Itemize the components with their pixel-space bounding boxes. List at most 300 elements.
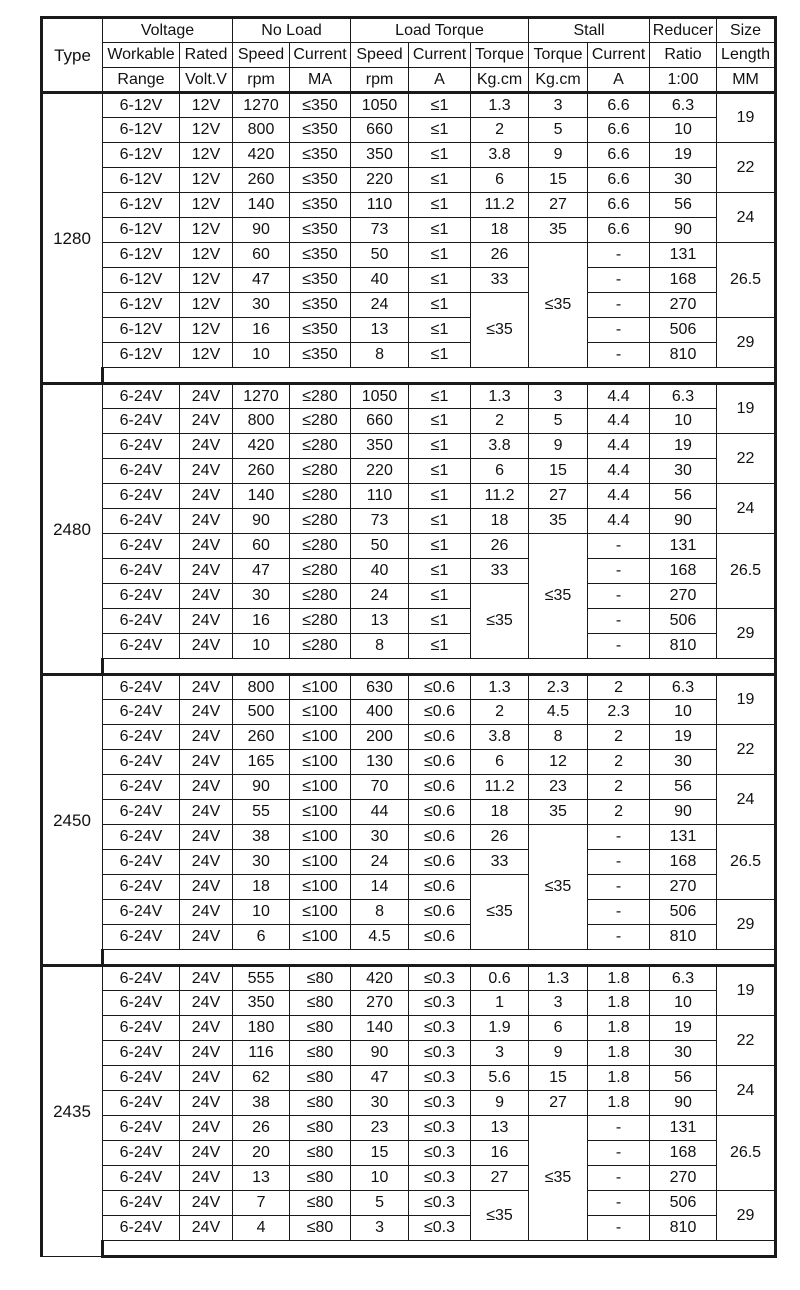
header-rpm: rpm (233, 68, 290, 93)
no-load-speed-cell: 420 (233, 143, 290, 168)
reducer-ratio-cell: 19 (650, 1016, 717, 1041)
rated-volt-cell: 12V (180, 318, 233, 343)
workable-range-cell: 6-24V (103, 384, 180, 409)
length-cell: 19 (717, 384, 776, 434)
load-torque-cell: 2 (471, 700, 529, 725)
table-row (42, 293, 776, 318)
header-ma: MA (290, 68, 351, 93)
load-current-cell: ≤1 (409, 384, 471, 409)
stall-torque-cell: 5 (529, 118, 588, 143)
table-row (42, 1116, 776, 1141)
table-row (42, 1141, 776, 1166)
load-torque-cell: 1.3 (471, 384, 529, 409)
rated-volt-cell: 24V (180, 634, 233, 659)
load-speed-cell: 13 (351, 318, 409, 343)
workable-range-cell: 6-24V (103, 1016, 180, 1041)
length-cell: 24 (717, 484, 776, 534)
load-current-cell: ≤1 (409, 343, 471, 368)
no-load-current-cell: ≤350 (290, 293, 351, 318)
table-row (42, 459, 776, 484)
header-load-torque: Load Torque (351, 18, 529, 43)
no-load-speed-cell: 60 (233, 534, 290, 559)
workable-range-cell: 6-24V (103, 700, 180, 725)
load-current-cell: ≤0.6 (409, 800, 471, 825)
rated-volt-cell: 24V (180, 1091, 233, 1116)
stall-current-cell: - (588, 559, 650, 584)
stall-current-cell: 4.4 (588, 509, 650, 534)
reducer-ratio-cell: 810 (650, 925, 717, 950)
load-current-cell: ≤1 (409, 409, 471, 434)
no-load-current-cell: ≤80 (290, 1041, 351, 1066)
load-torque-cell: 18 (471, 800, 529, 825)
rated-volt-cell: 24V (180, 900, 233, 925)
reducer-ratio-cell: 56 (650, 193, 717, 218)
load-torque-cell: 33 (471, 850, 529, 875)
reducer-ratio-cell: 810 (650, 1216, 717, 1241)
load-current-cell: ≤1 (409, 584, 471, 609)
workable-range-cell: 6-24V (103, 1166, 180, 1191)
no-load-speed-cell: 90 (233, 775, 290, 800)
table-row (42, 875, 776, 900)
motor-spec-table (40, 16, 777, 1258)
table-row (42, 925, 776, 950)
rated-volt-cell: 24V (180, 1066, 233, 1091)
reducer-ratio-cell: 506 (650, 900, 717, 925)
no-load-current-cell: ≤350 (290, 343, 351, 368)
no-load-current-cell: ≤100 (290, 700, 351, 725)
header-range: Range (103, 68, 180, 93)
stall-current-cell: - (588, 900, 650, 925)
no-load-speed-cell: 62 (233, 1066, 290, 1091)
load-current-cell: ≤1 (409, 609, 471, 634)
table-row (42, 609, 776, 634)
stall-torque-cell: 27 (529, 193, 588, 218)
no-load-speed-cell: 55 (233, 800, 290, 825)
table-row (42, 1066, 776, 1091)
workable-range-cell: 6-24V (103, 459, 180, 484)
load-torque-cell: 26 (471, 243, 529, 268)
load-speed-cell: 110 (351, 484, 409, 509)
workable-range-cell: 6-24V (103, 925, 180, 950)
load-current-cell: ≤0.6 (409, 700, 471, 725)
rated-volt-cell: 24V (180, 409, 233, 434)
workable-range-cell: 6-24V (103, 966, 180, 991)
header-stall-amp: A (588, 68, 650, 93)
table-row (42, 1091, 776, 1116)
reducer-ratio-cell: 270 (650, 875, 717, 900)
stall-current-cell: - (588, 825, 650, 850)
load-speed-cell: 5 (351, 1191, 409, 1216)
no-load-current-cell: ≤280 (290, 534, 351, 559)
workable-range-cell: 6-24V (103, 775, 180, 800)
workable-range-cell: 6-12V (103, 318, 180, 343)
no-load-current-cell: ≤80 (290, 1016, 351, 1041)
load-speed-cell: 90 (351, 1041, 409, 1066)
workable-range-cell: 6-24V (103, 509, 180, 534)
workable-range-cell: 6-24V (103, 1091, 180, 1116)
no-load-current-cell: ≤280 (290, 559, 351, 584)
table-row (42, 243, 776, 268)
type-cell: 2435 (42, 966, 103, 1257)
stall-torque-cell: 4.5 (529, 700, 588, 725)
table-row (42, 509, 776, 534)
table-row (42, 93, 776, 118)
reducer-ratio-cell: 810 (650, 634, 717, 659)
no-load-current-cell: ≤350 (290, 93, 351, 118)
workable-range-cell: 6-24V (103, 534, 180, 559)
rated-volt-cell: 24V (180, 1141, 233, 1166)
table-row (42, 1016, 776, 1041)
table-row (42, 825, 776, 850)
no-load-speed-cell: 10 (233, 343, 290, 368)
load-speed-cell: 73 (351, 218, 409, 243)
no-load-current-cell: ≤80 (290, 1066, 351, 1091)
rated-volt-cell: 24V (180, 725, 233, 750)
table-row (42, 1166, 776, 1191)
load-current-cell: ≤1 (409, 434, 471, 459)
length-cell: 19 (717, 675, 776, 725)
stall-current-cell: - (588, 268, 650, 293)
no-load-current-cell: ≤100 (290, 875, 351, 900)
header-reducer: Reducer (650, 18, 717, 43)
load-current-cell: ≤0.3 (409, 991, 471, 1016)
table-row (42, 384, 776, 409)
no-load-current-cell: ≤280 (290, 459, 351, 484)
rated-volt-cell: 12V (180, 218, 233, 243)
load-current-cell: ≤0.3 (409, 1191, 471, 1216)
header-stall-torque: Torque (529, 43, 588, 68)
table-row (42, 318, 776, 343)
load-speed-cell: 50 (351, 243, 409, 268)
reducer-ratio-cell: 56 (650, 1066, 717, 1091)
load-current-cell: ≤1 (409, 243, 471, 268)
stall-torque-cell: ≤35 (529, 825, 588, 950)
rated-volt-cell: 24V (180, 700, 233, 725)
no-load-current-cell: ≤280 (290, 484, 351, 509)
no-load-speed-cell: 16 (233, 609, 290, 634)
load-torque-cell: ≤35 (471, 584, 529, 659)
load-torque-cell: 13 (471, 1116, 529, 1141)
group-spacer (103, 368, 776, 384)
rated-volt-cell: 12V (180, 168, 233, 193)
table-row (42, 143, 776, 168)
rated-volt-cell: 24V (180, 966, 233, 991)
reducer-ratio-cell: 10 (650, 409, 717, 434)
rated-volt-cell: 24V (180, 875, 233, 900)
table-row (42, 118, 776, 143)
group-spacer-row (42, 659, 776, 675)
length-cell: 19 (717, 966, 776, 1016)
load-speed-cell: 140 (351, 1016, 409, 1041)
rated-volt-cell: 24V (180, 850, 233, 875)
load-speed-cell: 630 (351, 675, 409, 700)
no-load-current-cell: ≤100 (290, 925, 351, 950)
load-torque-cell: 11.2 (471, 484, 529, 509)
type-cell: 2450 (42, 675, 103, 966)
no-load-speed-cell: 30 (233, 584, 290, 609)
reducer-ratio-cell: 90 (650, 1091, 717, 1116)
load-current-cell: ≤0.3 (409, 1116, 471, 1141)
header-lt-current: Current (409, 43, 471, 68)
stall-torque-cell: 9 (529, 434, 588, 459)
no-load-speed-cell: 60 (233, 243, 290, 268)
reducer-ratio-cell: 506 (650, 1191, 717, 1216)
stall-torque-cell: 15 (529, 168, 588, 193)
load-torque-cell: 18 (471, 509, 529, 534)
length-cell: 19 (717, 93, 776, 143)
table-row (42, 584, 776, 609)
stall-current-cell: 4.4 (588, 409, 650, 434)
rated-volt-cell: 24V (180, 1191, 233, 1216)
rated-volt-cell: 24V (180, 825, 233, 850)
stall-current-cell: - (588, 634, 650, 659)
stall-current-cell: 1.8 (588, 991, 650, 1016)
load-torque-cell: 0.6 (471, 966, 529, 991)
stall-current-cell: - (588, 293, 650, 318)
stall-current-cell: - (588, 1116, 650, 1141)
group-spacer-row (42, 950, 776, 966)
reducer-ratio-cell: 168 (650, 1141, 717, 1166)
load-speed-cell: 24 (351, 293, 409, 318)
stall-current-cell: - (588, 243, 650, 268)
reducer-ratio-cell: 6.3 (650, 384, 717, 409)
stall-current-cell: - (588, 534, 650, 559)
no-load-current-cell: ≤80 (290, 1141, 351, 1166)
no-load-current-cell: ≤100 (290, 850, 351, 875)
rated-volt-cell: 12V (180, 268, 233, 293)
no-load-current-cell: ≤280 (290, 584, 351, 609)
no-load-current-cell: ≤280 (290, 384, 351, 409)
reducer-ratio-cell: 30 (650, 459, 717, 484)
table-row (42, 268, 776, 293)
stall-torque-cell: 15 (529, 1066, 588, 1091)
load-torque-cell: 6 (471, 459, 529, 484)
reducer-ratio-cell: 90 (650, 218, 717, 243)
rated-volt-cell: 24V (180, 559, 233, 584)
load-torque-cell: ≤35 (471, 293, 529, 368)
rated-volt-cell: 12V (180, 243, 233, 268)
header-voltage: Voltage (103, 18, 233, 43)
no-load-current-cell: ≤100 (290, 825, 351, 850)
load-current-cell: ≤0.3 (409, 1166, 471, 1191)
load-speed-cell: 10 (351, 1166, 409, 1191)
no-load-current-cell: ≤350 (290, 218, 351, 243)
header-workable: Workable (103, 43, 180, 68)
rated-volt-cell: 12V (180, 118, 233, 143)
stall-torque-cell: 35 (529, 218, 588, 243)
workable-range-cell: 6-12V (103, 243, 180, 268)
no-load-speed-cell: 10 (233, 900, 290, 925)
load-torque-cell: ≤35 (471, 875, 529, 950)
stall-current-cell: 6.6 (588, 118, 650, 143)
load-current-cell: ≤1 (409, 93, 471, 118)
load-current-cell: ≤1 (409, 634, 471, 659)
reducer-ratio-cell: 56 (650, 484, 717, 509)
no-load-speed-cell: 6 (233, 925, 290, 950)
load-torque-cell: 1.9 (471, 1016, 529, 1041)
load-current-cell: ≤0.3 (409, 1041, 471, 1066)
header-length: Length (717, 43, 776, 68)
workable-range-cell: 6-12V (103, 218, 180, 243)
rated-volt-cell: 24V (180, 925, 233, 950)
header-stall-kgcm: Kg.cm (529, 68, 588, 93)
stall-current-cell: 1.8 (588, 966, 650, 991)
no-load-speed-cell: 30 (233, 850, 290, 875)
load-current-cell: ≤0.6 (409, 675, 471, 700)
header-size: Size (717, 18, 776, 43)
load-speed-cell: 14 (351, 875, 409, 900)
rated-volt-cell: 24V (180, 775, 233, 800)
stall-current-cell: 2 (588, 675, 650, 700)
load-torque-cell: 9 (471, 1091, 529, 1116)
reducer-ratio-cell: 270 (650, 1166, 717, 1191)
workable-range-cell: 6-12V (103, 268, 180, 293)
stall-torque-cell: 1.3 (529, 966, 588, 991)
header-lt-rpm: rpm (351, 68, 409, 93)
no-load-current-cell: ≤350 (290, 118, 351, 143)
stall-current-cell: - (588, 1166, 650, 1191)
stall-torque-cell: 3 (529, 93, 588, 118)
load-speed-cell: 47 (351, 1066, 409, 1091)
load-speed-cell: 220 (351, 459, 409, 484)
stall-current-cell: 2 (588, 725, 650, 750)
rated-volt-cell: 24V (180, 1166, 233, 1191)
table-row (42, 434, 776, 459)
load-current-cell: ≤1 (409, 559, 471, 584)
header-volt: Volt.V (180, 68, 233, 93)
header-type: Type (42, 18, 103, 93)
table-row (42, 1041, 776, 1066)
no-load-speed-cell: 38 (233, 825, 290, 850)
no-load-current-cell: ≤100 (290, 775, 351, 800)
workable-range-cell: 6-12V (103, 143, 180, 168)
rated-volt-cell: 24V (180, 1016, 233, 1041)
length-cell: 26.5 (717, 1116, 776, 1191)
no-load-speed-cell: 18 (233, 875, 290, 900)
workable-range-cell: 6-24V (103, 1141, 180, 1166)
load-torque-cell: 3.8 (471, 434, 529, 459)
load-current-cell: ≤0.6 (409, 900, 471, 925)
reducer-ratio-cell: 168 (650, 268, 717, 293)
workable-range-cell: 6-24V (103, 584, 180, 609)
load-speed-cell: 660 (351, 409, 409, 434)
table-row (42, 725, 776, 750)
length-cell: 24 (717, 1066, 776, 1116)
load-current-cell: ≤0.6 (409, 875, 471, 900)
stall-torque-cell: 35 (529, 800, 588, 825)
header-ratio: Ratio (650, 43, 717, 68)
reducer-ratio-cell: 6.3 (650, 675, 717, 700)
no-load-speed-cell: 140 (233, 484, 290, 509)
load-speed-cell: 13 (351, 609, 409, 634)
no-load-speed-cell: 47 (233, 559, 290, 584)
load-current-cell: ≤1 (409, 118, 471, 143)
load-torque-cell: 11.2 (471, 193, 529, 218)
stall-torque-cell: ≤35 (529, 534, 588, 659)
load-current-cell: ≤1 (409, 509, 471, 534)
reducer-ratio-cell: 30 (650, 750, 717, 775)
load-speed-cell: 73 (351, 509, 409, 534)
rated-volt-cell: 12V (180, 343, 233, 368)
load-torque-cell: 33 (471, 559, 529, 584)
length-cell: 26.5 (717, 243, 776, 318)
stall-current-cell: - (588, 875, 650, 900)
stall-current-cell: 2.3 (588, 700, 650, 725)
stall-torque-cell: 35 (529, 509, 588, 534)
stall-torque-cell: 3 (529, 384, 588, 409)
rated-volt-cell: 24V (180, 534, 233, 559)
rated-volt-cell: 24V (180, 584, 233, 609)
load-speed-cell: 44 (351, 800, 409, 825)
length-cell: 26.5 (717, 825, 776, 900)
stall-current-cell: 6.6 (588, 193, 650, 218)
no-load-current-cell: ≤80 (290, 966, 351, 991)
table-row (42, 409, 776, 434)
table-row (42, 750, 776, 775)
length-cell: 24 (717, 775, 776, 825)
header-no-load: No Load (233, 18, 351, 43)
workable-range-cell: 6-24V (103, 900, 180, 925)
no-load-speed-cell: 260 (233, 168, 290, 193)
length-cell: 29 (717, 609, 776, 659)
load-speed-cell: 30 (351, 1091, 409, 1116)
load-torque-cell: 3 (471, 1041, 529, 1066)
load-torque-cell: 18 (471, 218, 529, 243)
reducer-ratio-cell: 19 (650, 725, 717, 750)
reducer-ratio-cell: 19 (650, 143, 717, 168)
table-row (42, 900, 776, 925)
table-row (42, 850, 776, 875)
workable-range-cell: 6-24V (103, 1216, 180, 1241)
length-cell: 29 (717, 1191, 776, 1241)
no-load-speed-cell: 260 (233, 459, 290, 484)
load-speed-cell: 420 (351, 966, 409, 991)
group-spacer (103, 1241, 776, 1257)
load-speed-cell: 270 (351, 991, 409, 1016)
table-row (42, 991, 776, 1016)
no-load-current-cell: ≤80 (290, 1166, 351, 1191)
workable-range-cell: 6-24V (103, 675, 180, 700)
no-load-speed-cell: 800 (233, 118, 290, 143)
reducer-ratio-cell: 10 (650, 991, 717, 1016)
workable-range-cell: 6-12V (103, 193, 180, 218)
load-speed-cell: 70 (351, 775, 409, 800)
stall-current-cell: - (588, 925, 650, 950)
reducer-ratio-cell: 168 (650, 850, 717, 875)
rated-volt-cell: 24V (180, 800, 233, 825)
table-row (42, 700, 776, 725)
stall-current-cell: 2 (588, 775, 650, 800)
stall-torque-cell: 6 (529, 1016, 588, 1041)
load-speed-cell: 660 (351, 118, 409, 143)
no-load-speed-cell: 16 (233, 318, 290, 343)
load-current-cell: ≤0.6 (409, 725, 471, 750)
load-speed-cell: 15 (351, 1141, 409, 1166)
no-load-speed-cell: 30 (233, 293, 290, 318)
stall-torque-cell: ≤35 (529, 1116, 588, 1241)
reducer-ratio-cell: 30 (650, 168, 717, 193)
rated-volt-cell: 24V (180, 609, 233, 634)
table-row (42, 343, 776, 368)
stall-current-cell: 2 (588, 800, 650, 825)
header-rated: Rated (180, 43, 233, 68)
load-current-cell: ≤0.3 (409, 1091, 471, 1116)
load-torque-cell: 6 (471, 168, 529, 193)
workable-range-cell: 6-24V (103, 725, 180, 750)
length-cell: 26.5 (717, 534, 776, 609)
load-current-cell: ≤1 (409, 484, 471, 509)
no-load-speed-cell: 800 (233, 675, 290, 700)
